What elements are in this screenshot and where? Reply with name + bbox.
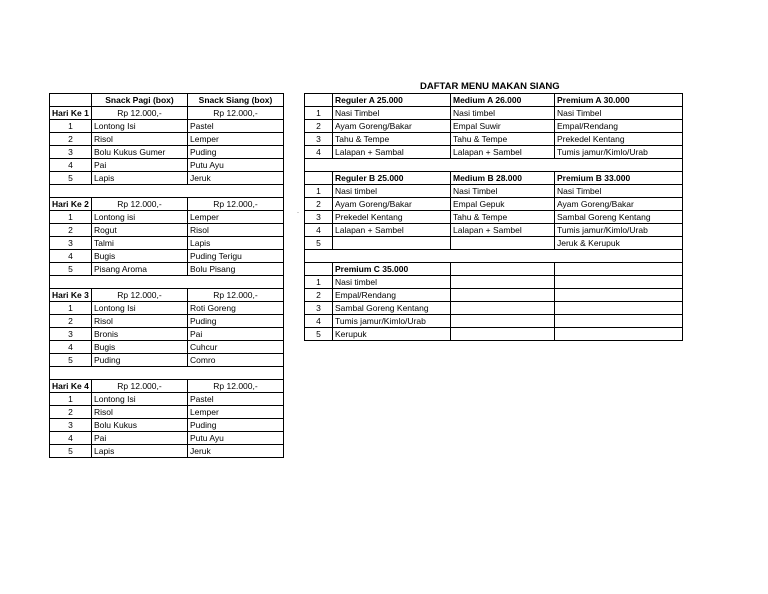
spacer-row — [50, 185, 284, 198]
table-row — [305, 120, 683, 133]
menu-item: Tahu & Tempe — [451, 133, 555, 146]
item-number: 1 — [305, 276, 333, 289]
snack-pagi-item: Lontong Isi — [92, 120, 188, 133]
table-row — [50, 393, 284, 406]
menu-item — [451, 289, 555, 302]
table-row — [50, 315, 284, 328]
item-number: 5 — [50, 445, 92, 458]
item-number: 4 — [50, 159, 92, 172]
menu-item: Jeruk & Kerupuk — [555, 237, 683, 250]
item-number: 3 — [305, 211, 333, 224]
header-number-cell — [305, 172, 333, 185]
stray-dot: · — [297, 210, 299, 216]
day-header-row — [50, 380, 284, 393]
item-number: 2 — [50, 315, 92, 328]
item-number: 2 — [50, 133, 92, 146]
spacer-cell — [305, 159, 683, 172]
item-number: 5 — [50, 354, 92, 367]
item-number: 5 — [305, 328, 333, 341]
price-pagi: Rp 12.000,- — [92, 107, 188, 120]
menu-item — [555, 302, 683, 315]
snack-pagi-item: Lontong isi — [92, 211, 188, 224]
header-number-cell — [305, 263, 333, 276]
snack-siang-item: Jeruk — [188, 172, 284, 185]
menu-item: Kerupuk — [333, 328, 451, 341]
spacer-row — [305, 159, 683, 172]
item-number: 4 — [50, 341, 92, 354]
table-row — [50, 146, 284, 159]
item-number: 4 — [50, 250, 92, 263]
snack-siang-item: Puding — [188, 315, 284, 328]
menu-item: Tumis jamur/Kimlo/Urab — [555, 146, 683, 159]
table-row — [50, 302, 284, 315]
table-row — [50, 354, 284, 367]
day-header-row — [50, 198, 284, 211]
menu-item — [555, 289, 683, 302]
header-snack-siang: Snack Siang (box) — [188, 94, 284, 107]
item-number: 3 — [305, 133, 333, 146]
snack-siang-item: Lemper — [188, 406, 284, 419]
snack-pagi-item: Bugis — [92, 250, 188, 263]
item-number: 2 — [305, 120, 333, 133]
snack-siang-item: Comro — [188, 354, 284, 367]
snack-pagi-item: Bugis — [92, 341, 188, 354]
snack-siang-item: Lemper — [188, 211, 284, 224]
day-label: Hari Ke 1 — [50, 107, 92, 120]
snack-siang-item: Putu Ayu — [188, 159, 284, 172]
table-row — [50, 328, 284, 341]
menu-item: Empal Suwir — [451, 120, 555, 133]
header-snack-pagi: Snack Pagi (box) — [92, 94, 188, 107]
menu-item — [451, 315, 555, 328]
item-number: 4 — [50, 432, 92, 445]
snack-siang-item: Lemper — [188, 133, 284, 146]
snack-siang-item: Risol — [188, 224, 284, 237]
table-row — [305, 185, 683, 198]
package-header — [555, 263, 683, 276]
snack-siang-item: Pastel — [188, 120, 284, 133]
item-number: 1 — [50, 393, 92, 406]
menu-item: Nasi Timbel — [555, 107, 683, 120]
menu-item: Nasi timbel — [333, 185, 451, 198]
item-number: 4 — [305, 146, 333, 159]
menu-item — [451, 302, 555, 315]
snack-siang-item: Cuhcur — [188, 341, 284, 354]
menu-item: Ayam Goreng/Bakar — [555, 198, 683, 211]
item-number: 3 — [50, 237, 92, 250]
price-siang: Rp 12.000,- — [188, 107, 284, 120]
table-row — [305, 276, 683, 289]
item-number: 4 — [305, 224, 333, 237]
item-number: 1 — [305, 185, 333, 198]
menu-item: Prekedel Kentang — [555, 133, 683, 146]
table-row — [50, 211, 284, 224]
item-number: 3 — [50, 146, 92, 159]
snack-pagi-item: Pai — [92, 432, 188, 445]
day-header-row — [50, 107, 284, 120]
table-row — [50, 250, 284, 263]
lunch-menu-table — [304, 93, 683, 341]
price-pagi: Rp 12.000,- — [92, 289, 188, 302]
menu-item: Nasi Timbel — [333, 107, 451, 120]
item-number: 3 — [305, 302, 333, 315]
snack-pagi-item: Pisang Aroma — [92, 263, 188, 276]
spacer-row — [50, 367, 284, 380]
menu-item — [333, 237, 451, 250]
item-number: 5 — [50, 263, 92, 276]
table-row — [50, 445, 284, 458]
day-label: Hari Ke 2 — [50, 198, 92, 211]
menu-item: Tumis jamur/Kimlo/Urab — [333, 315, 451, 328]
table-row — [305, 315, 683, 328]
menu-item: Empal/Rendang — [555, 120, 683, 133]
table-row — [50, 341, 284, 354]
package-header: Medium B 28.000 — [451, 172, 555, 185]
package-header — [451, 263, 555, 276]
snack-pagi-item: Bronis — [92, 328, 188, 341]
item-number: 2 — [50, 224, 92, 237]
menu-item — [555, 328, 683, 341]
menu-item — [555, 276, 683, 289]
day-label: Hari Ke 4 — [50, 380, 92, 393]
menu-item: Nasi Timbel — [555, 185, 683, 198]
menu-item: Nasi timbel — [333, 276, 451, 289]
item-number: 2 — [305, 289, 333, 302]
snack-pagi-item: Puding — [92, 354, 188, 367]
table-row — [50, 120, 284, 133]
package-header-row — [305, 263, 683, 276]
table-row — [305, 302, 683, 315]
table-row — [305, 289, 683, 302]
menu-item: Lalapan + Sambel — [451, 146, 555, 159]
table-row — [305, 211, 683, 224]
table-row — [50, 263, 284, 276]
price-pagi: Rp 12.000,- — [92, 380, 188, 393]
item-number: 1 — [305, 107, 333, 120]
snack-header-row — [50, 94, 284, 107]
menu-item: Nasi Timbel — [451, 185, 555, 198]
item-number: 1 — [50, 302, 92, 315]
menu-item: Lalapan + Sambal — [333, 146, 451, 159]
menu-item — [451, 237, 555, 250]
table-row — [50, 159, 284, 172]
snack-pagi-item: Lapis — [92, 445, 188, 458]
snack-pagi-item: Risol — [92, 406, 188, 419]
item-number: 1 — [50, 120, 92, 133]
menu-item: Lalapan + Sambel — [333, 224, 451, 237]
package-header-row — [305, 94, 683, 107]
table-row — [50, 133, 284, 146]
table-row — [50, 224, 284, 237]
snack-siang-item: Puding — [188, 419, 284, 432]
menu-item: Lalapan + Sambel — [451, 224, 555, 237]
lunch-menu-title: DAFTAR MENU MAKAN SIANG — [420, 81, 560, 92]
table-row — [50, 237, 284, 250]
item-number: 4 — [305, 315, 333, 328]
menu-item: Tumis jamur/Kimlo/Urab — [555, 224, 683, 237]
snack-siang-item: Lapis — [188, 237, 284, 250]
menu-item — [451, 328, 555, 341]
snack-pagi-item: Risol — [92, 315, 188, 328]
package-header: Premium B 33.000 — [555, 172, 683, 185]
package-header: Reguler B 25.000 — [333, 172, 451, 185]
spacer-cell — [50, 367, 284, 380]
snack-siang-item: Pai — [188, 328, 284, 341]
menu-item — [451, 276, 555, 289]
spacer-cell — [50, 185, 284, 198]
table-row — [305, 133, 683, 146]
menu-item: Ayam Goreng/Bakar — [333, 120, 451, 133]
snack-siang-item: Roti Goreng — [188, 302, 284, 315]
header-cell — [50, 94, 92, 107]
menu-item: Ayam Goreng/Bakar — [333, 198, 451, 211]
item-number: 3 — [50, 419, 92, 432]
table-row — [50, 432, 284, 445]
spacer-cell — [305, 250, 683, 263]
table-row — [305, 224, 683, 237]
table-row — [50, 406, 284, 419]
spacer-cell — [50, 276, 284, 289]
item-number: 3 — [50, 328, 92, 341]
snack-siang-item: Puding Terigu — [188, 250, 284, 263]
table-row — [305, 198, 683, 211]
item-number: 5 — [50, 172, 92, 185]
item-number: 2 — [305, 198, 333, 211]
table-row — [50, 172, 284, 185]
price-pagi: Rp 12.000,- — [92, 198, 188, 211]
snack-siang-item: Puding — [188, 146, 284, 159]
package-header: Reguler A 25.000 — [333, 94, 451, 107]
menu-item: Tahu & Tempe — [333, 133, 451, 146]
menu-item: Sambal Goreng Kentang — [555, 211, 683, 224]
table-row — [305, 237, 683, 250]
header-number-cell — [305, 94, 333, 107]
snack-siang-item: Pastel — [188, 393, 284, 406]
spacer-row — [50, 276, 284, 289]
snack-siang-item: Bolu Pisang — [188, 263, 284, 276]
spacer-row — [305, 250, 683, 263]
menu-item: Sambal Goreng Kentang — [333, 302, 451, 315]
snack-siang-item: Putu Ayu — [188, 432, 284, 445]
menu-item: Prekedel Kentang — [333, 211, 451, 224]
menu-item — [555, 315, 683, 328]
item-number: 1 — [50, 211, 92, 224]
snack-siang-item: Jeruk — [188, 445, 284, 458]
item-number: 2 — [50, 406, 92, 419]
price-siang: Rp 12.000,- — [188, 289, 284, 302]
snack-pagi-item: Pai — [92, 159, 188, 172]
snack-pagi-item: Lapis — [92, 172, 188, 185]
price-siang: Rp 12.000,- — [188, 198, 284, 211]
menu-item: Empal/Rendang — [333, 289, 451, 302]
day-label: Hari Ke 3 — [50, 289, 92, 302]
table-row — [305, 146, 683, 159]
snack-pagi-item: Risol — [92, 133, 188, 146]
table-row — [305, 107, 683, 120]
package-header-row — [305, 172, 683, 185]
item-number: 5 — [305, 237, 333, 250]
snack-menu-table — [49, 93, 284, 458]
day-header-row — [50, 289, 284, 302]
table-row — [50, 419, 284, 432]
menu-item: Nasi timbel — [451, 107, 555, 120]
snack-pagi-item: Rogut — [92, 224, 188, 237]
package-header: Premium C 35.000 — [333, 263, 451, 276]
menu-item: Empal Gepuk — [451, 198, 555, 211]
menu-item: Tahu & Tempe — [451, 211, 555, 224]
table-row — [305, 328, 683, 341]
snack-pagi-item: Talmi — [92, 237, 188, 250]
snack-pagi-item: Lontong Isi — [92, 393, 188, 406]
snack-pagi-item: Bolu Kukus — [92, 419, 188, 432]
snack-pagi-item: Lontong Isi — [92, 302, 188, 315]
package-header: Medium A 26.000 — [451, 94, 555, 107]
price-siang: Rp 12.000,- — [188, 380, 284, 393]
package-header: Premium A 30.000 — [555, 94, 683, 107]
snack-pagi-item: Bolu Kukus Gumer — [92, 146, 188, 159]
